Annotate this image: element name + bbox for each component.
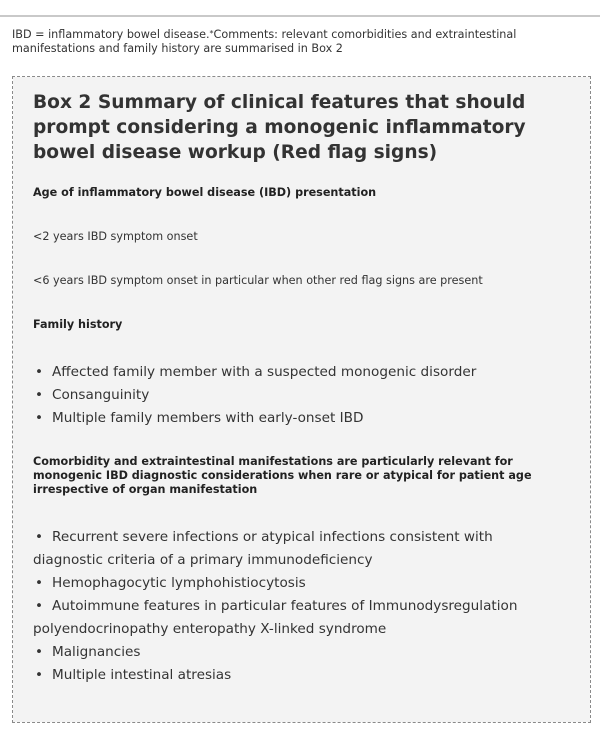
list-item-text: Autoimmune features in particular features of Immunodysregulation polyendocrinopathy enteropathy X-linked syndrome: [33, 598, 518, 637]
bullet-icon: •: [35, 364, 44, 380]
bullet-icon: •: [35, 575, 44, 591]
bullet-icon: •: [35, 667, 44, 683]
list-item: [33, 572, 553, 595]
bullet-icon: •: [35, 387, 44, 403]
footnote-marker: *: [209, 29, 214, 38]
list-item: [33, 641, 553, 664]
top-divider: [0, 15, 600, 17]
family-section-heading: Family history: [33, 318, 123, 331]
age-item: <2 years IBD symptom onset: [33, 230, 198, 243]
family-history-list: [33, 361, 553, 430]
age-item: <6 years IBD symptom onset in particular when other red flag signs are present: [33, 274, 483, 287]
comorbidity-section-heading: Comorbidity and extraintestinal manifestations are particularly relevant for monogenic IBD diagnostic considerations when rare or atypical for patient age irrespective of organ manifestation: [33, 455, 532, 496]
bullet-icon: •: [35, 644, 44, 660]
footnote-abbreviation: IBD = inflammatory bowel disease.: [12, 28, 210, 41]
list-item: [33, 595, 553, 641]
list-item-text: Multiple family members with early-onset IBD: [52, 410, 364, 426]
list-item-text: Hemophagocytic lymphohistiocytosis: [52, 575, 306, 591]
list-item-text: Affected family member with a suspected monogenic disorder: [52, 364, 477, 380]
list-item: [33, 664, 553, 687]
footnote-comment: Comments: relevant comorbidities and extraintestinal manifestations and family history are summarised in Box 2: [12, 28, 517, 55]
bullet-icon: •: [35, 529, 44, 545]
list-item: [33, 361, 553, 384]
list-item: [33, 384, 553, 407]
bullet-icon: •: [35, 598, 44, 614]
list-item-text: Recurrent severe infections or atypical infections consistent with diagnostic criteria of a primary immunodeficiency: [33, 529, 493, 568]
box-panel: [13, 77, 590, 722]
comorbidity-list: [33, 526, 553, 687]
box-title: Box 2 Summary of clinical features that should prompt considering a monogenic inflammatory bowel disease workup (Red flag signs): [33, 92, 526, 163]
list-item-text: Malignancies: [52, 644, 141, 660]
table-footnote: [12, 28, 590, 55]
age-section-heading: Age of inflammatory bowel disease (IBD) presentation: [33, 186, 377, 199]
list-item-text: Consanguinity: [52, 387, 150, 403]
list-item: [33, 526, 553, 572]
list-item-text: Multiple intestinal atresias: [52, 667, 232, 683]
bullet-icon: •: [35, 410, 44, 426]
box-2: [12, 76, 591, 723]
list-item: [33, 407, 553, 430]
